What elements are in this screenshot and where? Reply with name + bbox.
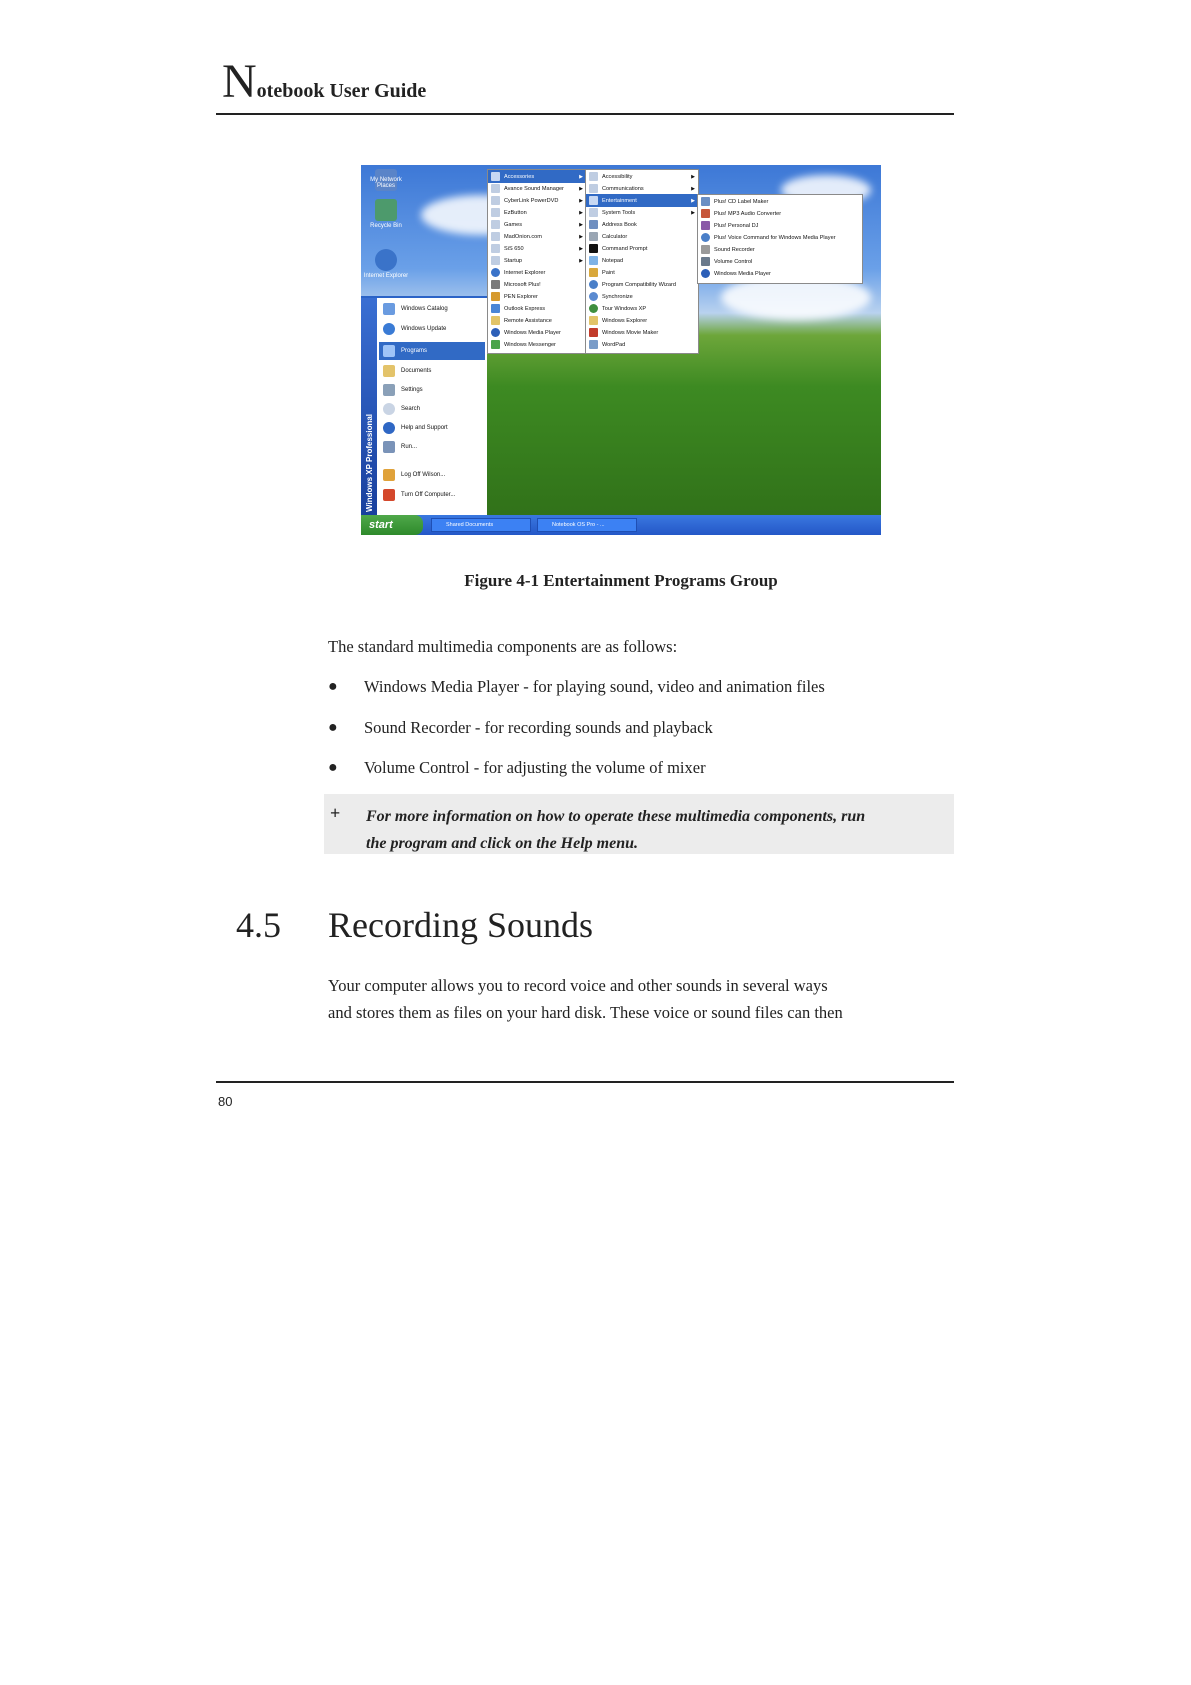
- menu-item-label: Outlook Express: [504, 305, 546, 312]
- arrow-right-icon: ▶: [691, 209, 695, 216]
- taskbar: [361, 515, 881, 535]
- section-number: 4.5: [236, 905, 281, 945]
- paint-icon: [589, 268, 598, 277]
- menu-item-label: Windows Messenger: [504, 341, 556, 348]
- command-prompt-icon: [589, 244, 598, 253]
- bullet-item: Volume Control - for adjusting the volume of mixer: [364, 758, 706, 777]
- folder-icon: [491, 196, 500, 205]
- menu-item-label: WordPad: [602, 341, 626, 348]
- arrow-right-icon: ▶: [579, 185, 583, 192]
- menu-item-label: Accessibility: [602, 173, 633, 180]
- voice-command-icon: [701, 233, 710, 242]
- menu-item-label: Avance Sound Manager: [504, 185, 564, 192]
- folder-icon: [491, 184, 500, 193]
- folder-icon: [491, 208, 500, 217]
- folder-icon: [491, 244, 500, 253]
- desktop-icon-label: Recycle Bin: [370, 223, 402, 229]
- folder-icon: [491, 256, 500, 265]
- menu-item-label: Plus! Personal DJ: [714, 222, 759, 229]
- documents-icon: [383, 365, 395, 377]
- menu-item-label: Windows Media Player: [504, 329, 561, 336]
- taskbar-task-label: Notebook OS Pro - ...: [552, 522, 605, 528]
- audio-converter-icon: [701, 209, 710, 218]
- start-item-label: Help and Support: [401, 425, 448, 431]
- menu-item-label: Notepad: [602, 257, 624, 264]
- start-item-label: Settings: [401, 387, 423, 393]
- programs-menu-item[interactable]: [488, 338, 586, 351]
- synchronize-icon: [589, 292, 598, 301]
- menu-item-label: Command Prompt: [602, 245, 648, 252]
- microphone-icon: [701, 245, 710, 254]
- bullet-item: Sound Recorder - for recording sounds and playback: [364, 718, 713, 737]
- folder-icon: [491, 172, 500, 181]
- run-icon: [383, 441, 395, 453]
- folder-icon: [491, 220, 500, 229]
- menu-item-label: MadOnion.com: [504, 233, 542, 240]
- menu-item-label: Remote Assistance: [504, 317, 552, 324]
- taskbar-task-label: Shared Documents: [446, 522, 494, 528]
- start-button-label: start: [369, 519, 393, 531]
- arrow-right-icon: ▶: [579, 257, 583, 264]
- accessories-menu-item[interactable]: [586, 338, 698, 351]
- start-item-label: Log Off Wilson...: [401, 472, 446, 478]
- programs-menu: [487, 169, 587, 354]
- entertainment-menu: [697, 194, 863, 284]
- note-line-1: For more information on how to operate these multimedia components, run: [366, 808, 866, 825]
- menu-item-label: Microsoft Plus!: [504, 281, 541, 288]
- body-paragraph: [328, 972, 948, 1026]
- header-initial: N: [222, 55, 257, 108]
- menu-item-label: Startup: [504, 257, 523, 264]
- arrow-right-icon: ▶: [579, 233, 583, 240]
- power-icon: [383, 489, 395, 501]
- menu-item-label: Synchronize: [602, 293, 633, 300]
- figure-screenshot: [361, 165, 881, 535]
- cd-label-icon: [701, 197, 710, 206]
- menu-item-label: PEN Explorer: [504, 293, 538, 300]
- start-item-label: Documents: [401, 368, 432, 374]
- menu-item-label: System Tools: [602, 209, 636, 216]
- bullet-marker: ●: [328, 678, 338, 695]
- menu-item-label: Windows Movie Maker: [602, 329, 659, 336]
- note-marker: +: [330, 803, 341, 823]
- arrow-right-icon: ▶: [579, 197, 583, 204]
- arrow-right-icon: ▶: [579, 221, 583, 228]
- taskbar-task[interactable]: [431, 518, 531, 532]
- header-rule: [216, 113, 954, 115]
- menu-item-label: Accessories: [504, 173, 535, 180]
- intro-paragraph: The standard multimedia components are as follows:: [328, 637, 678, 656]
- menu-item-label: Plus! MP3 Audio Converter: [714, 210, 782, 217]
- menu-item-label: Windows Media Player: [714, 270, 771, 277]
- folder-icon: [589, 184, 598, 193]
- bullet-marker: ●: [328, 719, 338, 736]
- entertainment-menu-item[interactable]: [698, 267, 862, 280]
- log-off-icon: [383, 469, 395, 481]
- start-item-documents[interactable]: [379, 362, 485, 380]
- menu-item-label: Windows Explorer: [602, 317, 648, 324]
- arrow-right-icon: ▶: [579, 173, 583, 180]
- start-button[interactable]: [361, 515, 423, 535]
- internet-explorer-icon: [491, 268, 500, 277]
- header-title: otebook User Guide: [256, 80, 427, 102]
- start-menu-band: [361, 298, 377, 518]
- recycle-bin-icon[interactable]: [375, 199, 397, 221]
- volume-icon: [701, 257, 710, 266]
- remote-assistance-icon: [491, 316, 500, 325]
- menu-item-label: Internet Explorer: [504, 269, 546, 276]
- calculator-icon: [589, 232, 598, 241]
- menu-item-label: Program Compatibility Wizard: [602, 281, 676, 288]
- note-line-2: the program and click on the Help menu.: [366, 835, 639, 852]
- start-menu: [361, 296, 487, 518]
- start-item-label: Search: [401, 406, 421, 412]
- movie-maker-icon: [589, 328, 598, 337]
- menu-item-label: Entertainment: [602, 197, 637, 204]
- start-item-run[interactable]: [379, 438, 485, 456]
- menu-item-label: Games: [504, 221, 523, 228]
- messenger-icon: [491, 340, 500, 349]
- body-line-1: Your computer allows you to record voice and other sounds in several ways: [328, 976, 828, 995]
- arrow-right-icon: ▶: [579, 245, 583, 252]
- menu-item-label: Sound Recorder: [714, 246, 755, 253]
- explorer-icon: [589, 316, 598, 325]
- section-title: Recording Sounds: [328, 905, 593, 945]
- settings-icon: [383, 384, 395, 396]
- start-menu-band-text: Windows XP Professional: [365, 413, 374, 512]
- start-item-label: Turn Off Computer...: [401, 492, 456, 498]
- wordpad-icon: [589, 340, 598, 349]
- pen-icon: [491, 292, 500, 301]
- start-item-log-off[interactable]: [379, 466, 485, 484]
- start-item-label: Windows Catalog: [401, 306, 448, 312]
- media-player-icon: [491, 328, 500, 337]
- plus-icon: [491, 280, 500, 289]
- programs-icon: [383, 345, 395, 357]
- address-book-icon: [589, 220, 598, 229]
- running-header: [222, 55, 427, 108]
- body-line-2: and stores them as files on your hard disk. These voice or sound files can then: [328, 1003, 843, 1022]
- personal-dj-icon: [701, 221, 710, 230]
- compatibility-wizard-icon: [589, 280, 598, 289]
- update-icon: [383, 323, 395, 335]
- desktop-icon-label: Internet Explorer: [363, 273, 409, 279]
- folder-icon: [589, 196, 598, 205]
- start-item-search[interactable]: [379, 400, 485, 418]
- arrow-right-icon: ▶: [691, 185, 695, 192]
- folder-icon: [589, 172, 598, 181]
- start-item-settings[interactable]: [379, 381, 485, 399]
- arrow-right-icon: ▶: [691, 173, 695, 180]
- start-item-label: Programs: [401, 348, 428, 354]
- menu-item-label: Tour Windows XP: [602, 305, 647, 312]
- start-item-windows-catalog[interactable]: [379, 300, 485, 318]
- folder-icon: [589, 208, 598, 217]
- page-number: 80: [218, 1094, 233, 1109]
- menu-item-label: Address Book: [602, 221, 637, 228]
- note-text: [366, 803, 950, 857]
- start-item-label: Run...: [401, 444, 418, 450]
- arrow-right-icon: ▶: [691, 197, 695, 204]
- accessories-menu: [585, 169, 699, 354]
- catalog-icon: [383, 303, 395, 315]
- start-item-windows-update[interactable]: [379, 320, 485, 338]
- menu-item-label: Volume Control: [714, 258, 753, 265]
- footer-rule: [216, 1081, 954, 1083]
- arrow-right-icon: ▶: [579, 209, 583, 216]
- help-icon: [383, 422, 395, 434]
- start-item-turn-off[interactable]: [379, 486, 485, 504]
- menu-item-label: Plus! CD Label Maker: [714, 198, 769, 205]
- menu-item-label: CyberLink PowerDVD: [504, 197, 559, 204]
- internet-explorer-icon[interactable]: [375, 249, 397, 271]
- bullet-marker: ●: [328, 759, 338, 776]
- menu-item-label: Paint: [602, 269, 615, 276]
- menu-item-label: Communications: [602, 185, 644, 192]
- tour-icon: [589, 304, 598, 313]
- search-icon: [383, 403, 395, 415]
- menu-item-label: Calculator: [602, 233, 628, 240]
- media-player-icon: [701, 269, 710, 278]
- menu-item-label: Plus! Voice Command for Windows Media Player: [714, 234, 836, 241]
- figure-caption: Figure 4-1 Entertainment Programs Group: [464, 571, 778, 590]
- menu-item-label: SiS 650: [504, 245, 524, 252]
- start-item-help[interactable]: [379, 419, 485, 437]
- start-item-label: Windows Update: [401, 326, 447, 332]
- folder-icon: [491, 232, 500, 241]
- outlook-icon: [491, 304, 500, 313]
- menu-item-label: EzButton: [504, 209, 527, 216]
- bullet-item: Windows Media Player - for playing sound, video and animation files: [364, 677, 825, 696]
- start-item-programs[interactable]: [379, 342, 485, 360]
- notepad-icon: [589, 256, 598, 265]
- taskbar-task[interactable]: [537, 518, 637, 532]
- desktop-icon-label: My Network Places: [370, 177, 402, 189]
